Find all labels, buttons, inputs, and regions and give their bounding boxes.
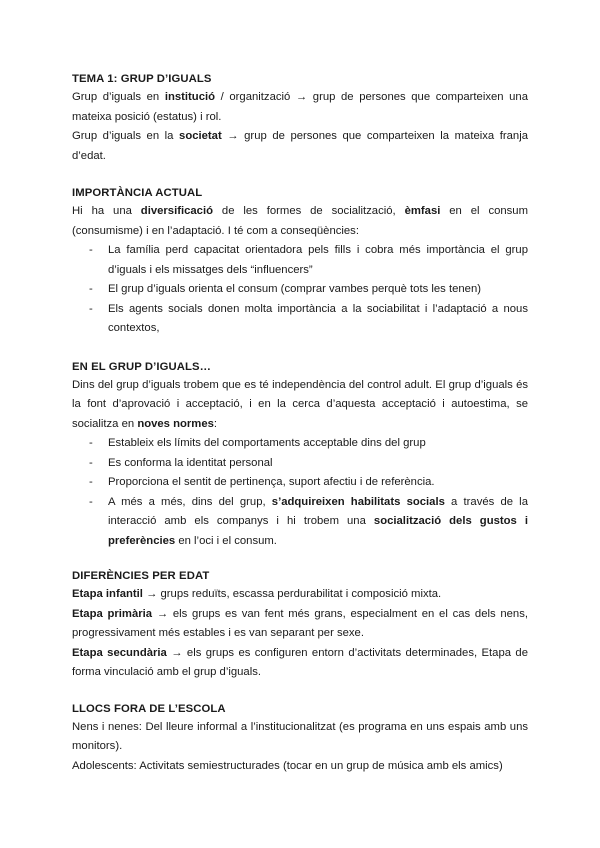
- keyword-etapa-secundaria: Etapa secundària: [72, 646, 167, 659]
- list-item: - Es conforma la identitat personal: [72, 454, 528, 474]
- keyword-etapa-infantil: Etapa infantil: [72, 588, 143, 600]
- dash-marker: -: [89, 476, 93, 488]
- list-item: - Estableix els límits del comportaments acceptable dins del grup: [72, 434, 528, 454]
- dash-marker: -: [89, 437, 93, 449]
- keyword-etapa-primaria: Etapa primària: [72, 607, 153, 620]
- list-item: - Proporciona el sentit de pertinença, suport afectiu i de referència.: [72, 473, 528, 493]
- keyword-diversificacio: diversificació: [140, 205, 214, 217]
- section-importancia-actual: [72, 184, 528, 339]
- paragraph-etapa-infantil: Etapa infantil → grups reduïts, escassa perdurabilitat i composició mixta.: [72, 588, 442, 600]
- section-en-el-grup: [72, 358, 528, 552]
- paragraph-nens-nenes: Nens i nenes: Del lleure informal a l’institucionalitzat (es programa en uns espais amb uns monitors).: [72, 720, 528, 752]
- section-heading-en-el-grup: EN EL GRUP D’IGUALS…: [72, 360, 212, 373]
- section-diferencies-edat: [72, 567, 528, 683]
- keyword-socialitzacio-gustos: socialització dels gustos i preferències: [108, 515, 529, 547]
- dash-marker: -: [89, 244, 93, 256]
- list-item: - El grup d’iguals orienta el consum (comprar vambes perquè tots les tenen): [72, 280, 528, 300]
- paragraph-etapa-primaria: Etapa primària → els grups es van fent més grans, especialment en el cas dels nens, progressivament més estables i es van separant per sexe.: [72, 607, 529, 639]
- dash-marker: -: [89, 456, 93, 469]
- list-item: - A més a més, dins del grup, s’adquireixen habilitats socials a través de la interacció amb els companys i hi trobem una socialització dels gustos i preferències en l’oci i el consum.: [72, 493, 528, 552]
- paragraph-institucio: Grup d’iguals en institució / organització → grup de persones que comparteixen una mateixa posició (estatus) i rol.: [72, 91, 528, 123]
- paragraph-etapa-secundaria: Etapa secundària → els grups es configuren entorn d’activitats determinades, Etapa de forma vinculació amb el grup d’iguals.: [72, 646, 528, 678]
- list-item: - Els agents socials donen molta importància a la sociabilitat i l’adaptació a nous contextos,: [72, 300, 528, 339]
- dash-marker: -: [89, 283, 93, 295]
- list-consequencies: [72, 241, 528, 339]
- section-tema-1: [72, 70, 528, 166]
- list-funcions-grup: [72, 434, 528, 551]
- section-heading-tema-1: TEMA 1: GRUP D’IGUALS: [72, 73, 212, 85]
- keyword-institucio: institució: [164, 91, 216, 103]
- paragraph-en-el-grup-intro: Dins del grup d’iguals trobem que es té independència del control adult. El grup d’iguals és la font d’aprovació i acceptació, i en la cerca d’aquesta acceptació i autoestima, se socialitza en noves normes:: [72, 378, 528, 430]
- paragraph-societat: Grup d’iguals en la societat → grup de persones que comparteixen la mateixa franja d’edat.: [72, 130, 528, 162]
- keyword-habilitats-socials: s’adquireixen habilitats socials: [271, 495, 445, 508]
- paragraph-adolescents: Adolescents: Activitats semiestructurades (tocar en un grup de música amb els amics): [72, 759, 503, 772]
- section-heading-importancia: IMPORTÀNCIA ACTUAL: [72, 187, 203, 199]
- section-heading-llocs: LLOCS FORA DE L’ESCOLA: [72, 702, 226, 715]
- document-body: [72, 70, 528, 776]
- dash-marker: -: [89, 302, 93, 315]
- paragraph-importancia-intro: Hi ha una diversificació de les formes de socialització, èmfasi en el consum (consumisme) i en l’adaptació. I té com a conseqüències:: [72, 205, 528, 237]
- dash-marker: -: [89, 495, 93, 508]
- keyword-noves-normes: noves normes: [137, 417, 214, 430]
- section-llocs-fora-escola: [72, 700, 528, 777]
- keyword-emfasi: èmfasi: [404, 205, 441, 217]
- keyword-societat: societat: [179, 130, 222, 142]
- section-heading-diferencies: DIFERÈNCIES PER EDAT: [72, 570, 210, 582]
- list-item: - La família perd capacitat orientadora pels fills i cobra més importància el grup d’iguals i els missatges dels “influencers”: [72, 241, 528, 280]
